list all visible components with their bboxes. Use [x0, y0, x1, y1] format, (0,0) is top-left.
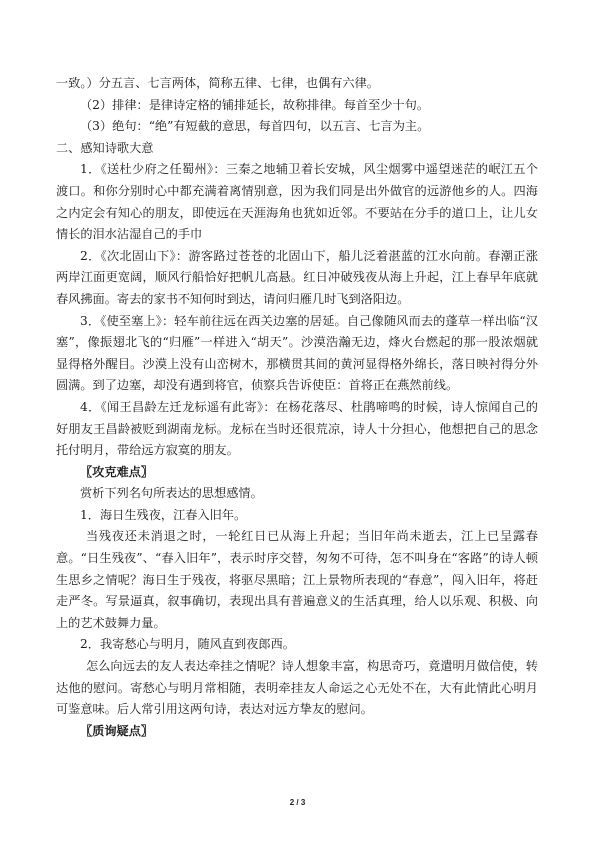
quote-line-2: 2．我寄愁心与明月，随风直到夜郎西。 — [80, 637, 295, 652]
section-heading-poem-meaning: 二、感知诗歌大意 — [56, 140, 154, 155]
section-heading-questions: 〖质询疑点〗 — [80, 723, 154, 738]
page-content — [56, 73, 538, 742]
paragraph-pai-lu: （2）排律：是律诗定格的铺排延长，故称排律。每首至少十句。 — [80, 97, 430, 112]
paragraph-jue-ju: （3）绝句：“绝”有短截的意思，每首四句，以五言、七言为主。 — [80, 119, 430, 134]
paragraph-analysis-1: 当残夜还未消退之时，一轮红日已从海上升起；当旧年尚未逝去，江上已呈露春意。“日生残夜”、“春入旧年”，表示时序交替，匆匆不可待，怎不叫身在“客路”的诗人顿生思乡之情呢？海日生于残夜，将驱尽黑暗；江上景物所表现的“春意”，闯入旧年，将赶走严冬。写景逼真，叙事确切，表现出具有普遍意义的生活真理，给人以乐观、积极、向上的艺术鼓舞力量。 — [56, 529, 538, 630]
page-number: 2 / 3 — [289, 798, 306, 807]
instruction-text: 赏析下列名句所表达的思想感情。 — [80, 486, 263, 501]
paragraph-poem-1: 1．《送杜少府之任蜀州》：三秦之地辅卫着长安城，风尘烟雾中遥望迷茫的岷江五个渡口。和你分别时心中都充满着离情别意，因为我们同是出外做官的远游他乡的人。四海之内定会有知心的朋友，即使远在天涯海角也犹如近邻。不要站在分手的道口上，让儿女情长的泪水沾湿自己的手巾 — [56, 162, 538, 242]
paragraph-poem-3: 3．《使至塞上》：轻车前往远在西关边塞的居延。自己像随风而去的蓬草一样出临“汉塞”，像振翅北飞的“归雁”一样进入“胡天”。沙漠浩瀚无边，烽火台燃起的那一股浓烟就显得格外醒目。沙漠上没有山峦树木，那横贯其间的黄河显得格外绵长，落日映衬得分外圆满。到了边塞，却没有遇到将官，侦察兵告诉使臣：首将正在燕然前线。 — [56, 313, 538, 393]
paragraph-poem-2: 2．《次北固山下》：游客路过苍苍的北固山下，船儿泛着湛蓝的江水向前。春潮正涨两岸江面更宽阔，顺风行船恰好把帆儿高悬。红日冲破残夜从海上升起，江上春早年底就春风拂面。寄去的家书不知何时到达，请问归雁几时飞到洛阳边。 — [56, 248, 538, 306]
section-heading-difficulties: 〖攻克难点〗 — [80, 464, 154, 479]
paragraph-poem-4: 4．《闻王昌龄左迁龙标遥有此寄》：在杨花落尽、杜鹃啼鸣的时候，诗人惊闻自己的好朋友王昌龄被贬到湖南龙标。龙标在当时还很荒凉，诗人十分担心，他想把自己的思念托付明月，带给远方寂寞的朋友。 — [56, 399, 538, 458]
quote-line-1: 1．海日生残夜，江春入旧年。 — [80, 507, 247, 522]
paragraph-lu-shi-form: 一致。）分五言、七言两体，简称五律、七律，也偶有六律。 — [56, 76, 379, 90]
paragraph-analysis-2: 怎么向远去的友人表达牵挂之情呢？诗人想象丰富，构思奇巧，竟遣明月做信使，转达他的慰问。寄愁心与明月常相随，表明牵挂友人命运之心无处不在，大有此情此心明月可鉴意味。后人常引用这两句诗，表达对远方挚友的慰问。 — [56, 659, 538, 717]
